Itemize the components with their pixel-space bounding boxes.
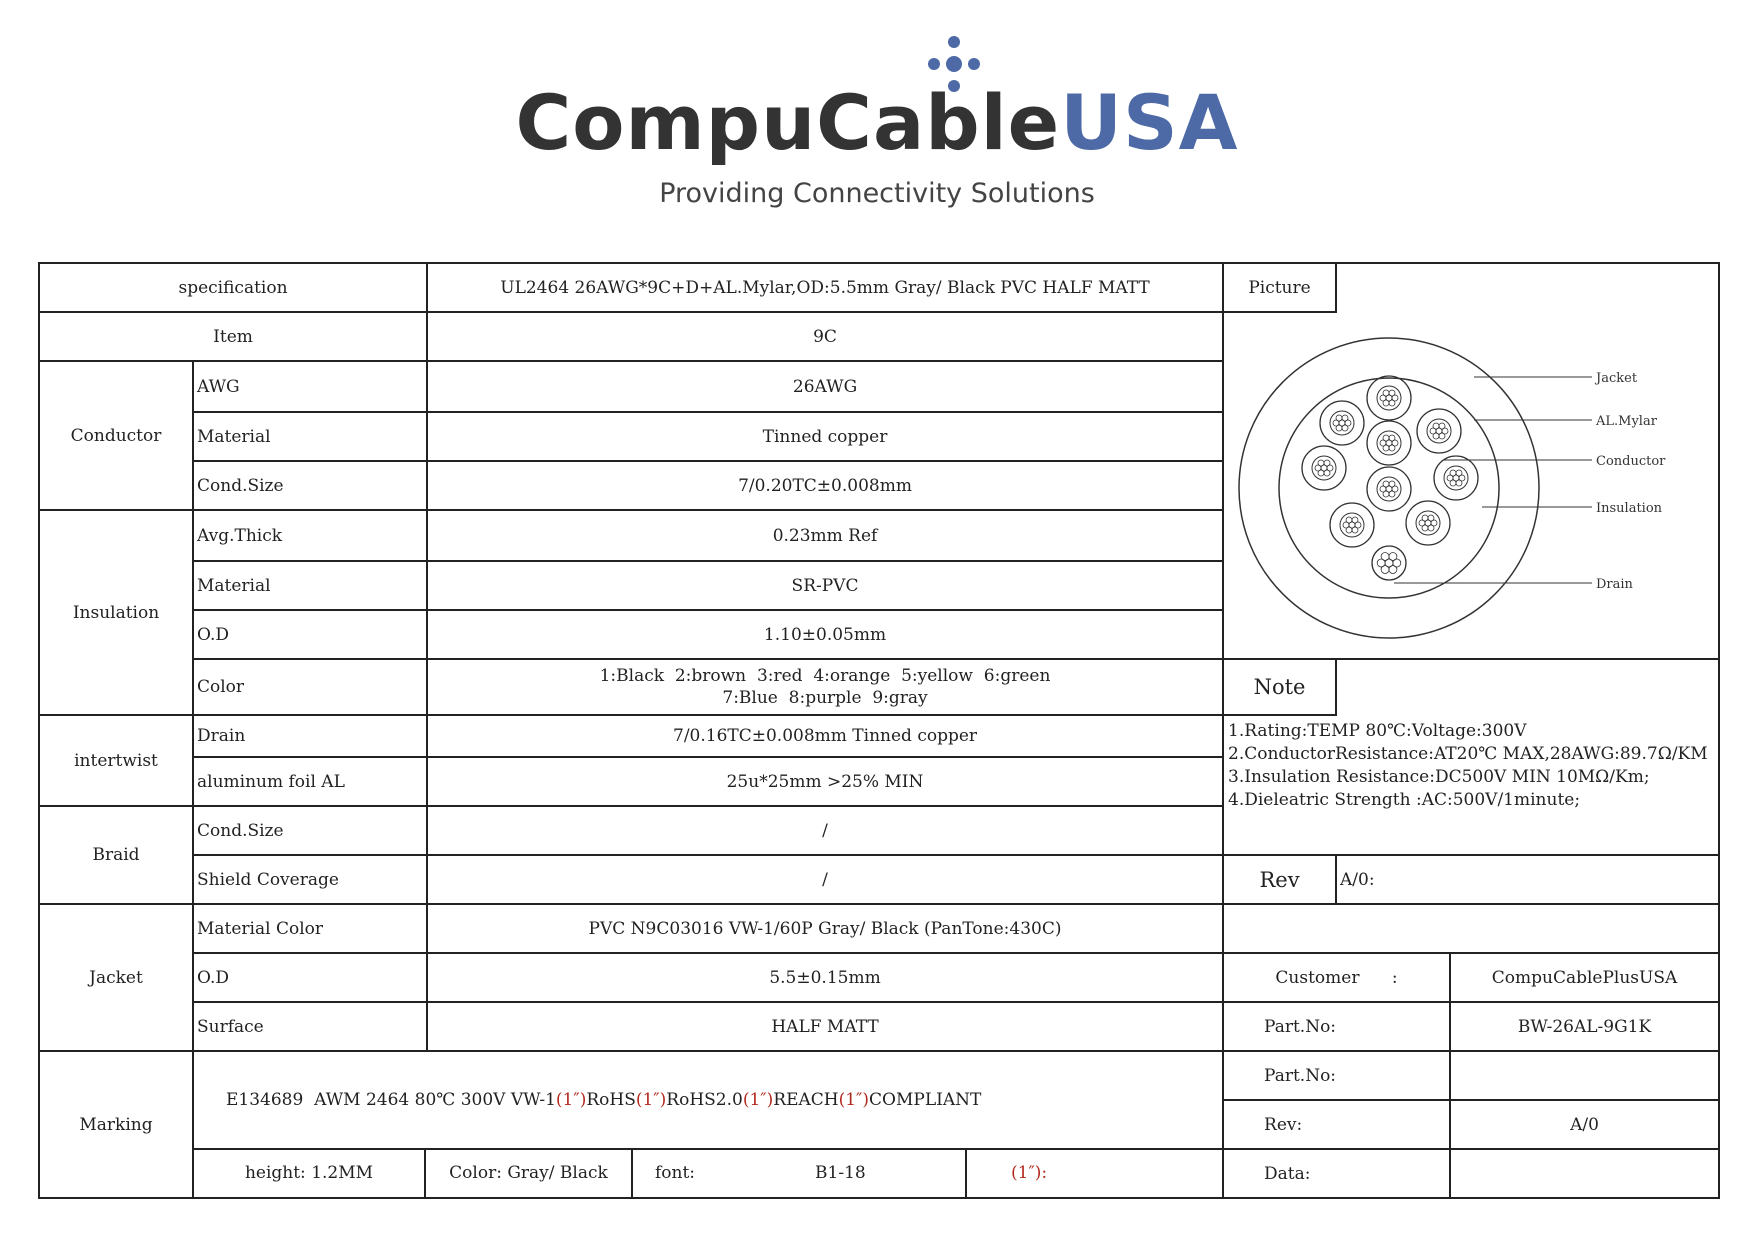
strand — [1389, 390, 1395, 396]
strand — [1383, 390, 1389, 396]
marking-segment: RoHS2.0 — [666, 1090, 743, 1110]
drain-value: 7/0.16TC±0.008mm Tinned copper — [427, 715, 1223, 757]
insulation-od-label: O.D — [193, 610, 427, 659]
conductor-material-label: Material — [193, 412, 427, 461]
insulated-core — [1417, 409, 1461, 453]
conductor-strands — [1330, 411, 1354, 435]
marking-font-label: font: — [655, 1163, 696, 1183]
drain-label: Drain — [193, 715, 427, 757]
strand — [1389, 566, 1397, 574]
strand — [1383, 400, 1389, 406]
strand — [1389, 481, 1395, 487]
customer-label: Customer : — [1223, 953, 1450, 1002]
conductor-size-value: 7/0.20TC±0.008mm — [427, 461, 1223, 510]
conductor-material-value: Tinned copper — [427, 412, 1223, 461]
strand — [1383, 445, 1389, 451]
insulation-label: Insulation — [39, 510, 193, 715]
item-label: Item — [39, 312, 427, 361]
logo-tagline: Providing Connectivity Solutions — [659, 178, 1095, 209]
marking-segment: COMPLIANT — [869, 1090, 982, 1110]
strand — [1450, 480, 1456, 486]
jacket-material-label: Material Color — [193, 904, 427, 953]
marking-color: Color: Gray/ Black — [426, 1150, 633, 1197]
strand — [1346, 517, 1352, 523]
jacket-od-value: 5.5±0.15mm — [427, 953, 1223, 1002]
insulation-color-value — [427, 659, 1223, 715]
jacket-circle — [1239, 338, 1539, 638]
braid-label: Braid — [39, 806, 193, 904]
braid-size-value: / — [427, 806, 1223, 855]
jacket-surface-label: Surface — [193, 1002, 427, 1051]
strand — [1428, 515, 1434, 521]
strand — [1381, 566, 1389, 574]
picture-header-blank — [1336, 263, 1719, 312]
insulated-core — [1367, 467, 1411, 511]
insulated-core — [1330, 503, 1374, 547]
label-drain: Drain — [1596, 577, 1633, 592]
insulated-core — [1406, 501, 1450, 545]
strand — [1422, 525, 1428, 531]
strand — [1342, 415, 1348, 421]
strand — [1352, 527, 1358, 533]
strand — [1324, 460, 1330, 466]
jacket-surface-value: HALF MATT — [427, 1002, 1223, 1051]
cable-diagram-cell — [1223, 312, 1719, 659]
marking-spacing-mark: (1″) — [742, 1090, 774, 1110]
foil-label: aluminum foil AL — [193, 757, 427, 806]
color-line-2: 7:Blue 8:purple 9:gray — [722, 688, 928, 708]
insulated-core — [1367, 376, 1411, 420]
note-label: Note — [1223, 659, 1336, 715]
strand — [1422, 515, 1428, 521]
marking-segment: REACH — [773, 1090, 839, 1110]
strand — [1342, 425, 1348, 431]
rev2-label: Rev: — [1223, 1100, 1450, 1149]
strand — [1389, 491, 1395, 497]
marking-segment: RoHS — [586, 1090, 636, 1110]
data-value — [1450, 1149, 1719, 1198]
cable-cross-section-diagram — [1224, 313, 1714, 658]
strand — [1439, 433, 1445, 439]
conductor-label: Conductor — [39, 361, 193, 510]
intertwist-label: intertwist — [39, 715, 193, 806]
rev-label: Rev — [1223, 855, 1336, 904]
partno-label: Part.No: — [1223, 1002, 1450, 1051]
braid-coverage-value: / — [427, 855, 1223, 904]
notes-block — [1223, 715, 1719, 855]
conductor-awg-value: 26AWG — [427, 361, 1223, 412]
strand — [1389, 435, 1395, 441]
marking-segment: E134689 AWM 2464 80℃ 300V VW-1 — [226, 1090, 556, 1110]
strand — [1389, 553, 1397, 561]
strand — [1324, 470, 1330, 476]
insulation-material-label: Material — [193, 561, 427, 610]
insulation-thick-value: 0.23mm Ref — [427, 510, 1223, 561]
conductor-strands — [1312, 456, 1336, 480]
spec-label: specification — [39, 263, 427, 312]
label-insulation: Insulation — [1596, 501, 1663, 516]
company-logo — [0, 0, 1754, 240]
foil-value: 25u*25mm >25% MIN — [427, 757, 1223, 806]
jacket-od-label: O.D — [193, 953, 427, 1002]
marking-spacing-mark: (1″) — [838, 1090, 870, 1110]
conductor-strands — [1377, 477, 1401, 501]
marking-label: Marking — [39, 1051, 193, 1198]
insulated-core — [1302, 446, 1346, 490]
picture-label: Picture — [1223, 263, 1336, 312]
customer-value: CompuCablePlusUSA — [1450, 953, 1719, 1002]
insulated-core — [1367, 421, 1411, 465]
conductor-strands — [1427, 419, 1451, 443]
marking-height: height: 1.2MM — [194, 1150, 426, 1197]
strand — [1383, 491, 1389, 497]
conductor-strands — [1377, 386, 1401, 410]
strand — [1336, 425, 1342, 431]
color-line-1: 1:Black 2:brown 3:red 4:orange 5:yellow 6:green — [599, 666, 1051, 686]
label-conductor: Conductor — [1596, 454, 1666, 469]
label-jacket: Jacket — [1596, 371, 1638, 386]
braid-size-label: Cond.Size — [193, 806, 427, 855]
conductor-strands — [1416, 511, 1440, 535]
partno2-value — [1450, 1051, 1719, 1100]
strand — [1389, 445, 1395, 451]
jacket-material-value: PVC N9C03016 VW-1/60P Gray/ Black (PanTone:430C) — [427, 904, 1223, 953]
note-line-1: 1.Rating:TEMP 80℃:Voltage:300V — [1228, 721, 1527, 741]
rev-value: A/0: — [1336, 855, 1719, 904]
logo-usa-text: USA — [1060, 78, 1239, 167]
strand — [1318, 470, 1324, 476]
spec-value: UL2464 26AWG*9C+D+AL.Mylar,OD:5.5mm Gray/ Black PVC HALF MATT — [427, 263, 1223, 312]
note-line-3: 3.Insulation Resistance:DC500V MIN 10MΩ/Km; — [1228, 767, 1650, 787]
marking-details — [193, 1149, 1223, 1198]
logo-wordmark — [0, 78, 1754, 167]
marking-spacing-mark: (1″) — [555, 1090, 587, 1110]
strand — [1352, 517, 1358, 523]
conductor-awg-label: AWG — [193, 361, 427, 412]
marking-spacing-mark: (1″) — [635, 1090, 667, 1110]
strand — [1383, 435, 1389, 441]
spec-sheet-table — [38, 262, 1720, 1199]
strand — [1439, 423, 1445, 429]
marking-font-value: B1-18 — [815, 1163, 866, 1183]
jacket-label: Jacket — [39, 904, 193, 1051]
strand — [1383, 481, 1389, 487]
conductor-strands — [1444, 466, 1468, 490]
strand — [1433, 433, 1439, 439]
data-label: Data: — [1223, 1149, 1450, 1198]
note-header-blank — [1336, 659, 1719, 715]
insulation-material-value: SR-PVC — [427, 561, 1223, 610]
insulation-od-value: 1.10±0.05mm — [427, 610, 1223, 659]
conductor-strands — [1377, 431, 1401, 455]
strand — [1428, 525, 1434, 531]
strand — [1456, 470, 1462, 476]
conductor-size-label: Cond.Size — [193, 461, 427, 510]
braid-coverage-label: Shield Coverage — [193, 855, 427, 904]
insulated-core — [1434, 456, 1478, 500]
marking-font — [633, 1150, 967, 1197]
logo-text: CompuCable — [515, 78, 1061, 167]
item-value: 9C — [427, 312, 1223, 361]
insulation-thick-label: Avg.Thick — [193, 510, 427, 561]
partno-value: BW-26AL-9G1K — [1450, 1002, 1719, 1051]
rev2-value: A/0 — [1450, 1100, 1719, 1149]
note-line-4: 4.Dieleatric Strength :AC:500V/1minute; — [1228, 790, 1581, 810]
strand — [1336, 415, 1342, 421]
strand — [1389, 400, 1395, 406]
conductor-strands — [1340, 513, 1364, 537]
strand — [1456, 480, 1462, 486]
strand — [1318, 460, 1324, 466]
label-mylar: AL.Mylar — [1596, 414, 1657, 429]
mylar-circle — [1279, 378, 1499, 598]
marking-text — [193, 1051, 1223, 1149]
insulation-color-label: Color — [193, 659, 427, 715]
strand — [1433, 423, 1439, 429]
jacket-right-blank — [1223, 904, 1719, 953]
strand — [1450, 470, 1456, 476]
note-line-2: 2.ConductorResistance:AT20℃ MAX,28AWG:89.7Ω/KM — [1228, 744, 1708, 764]
insulated-core — [1320, 401, 1364, 445]
strand — [1381, 553, 1389, 561]
marking-spacing: (1″): — [1011, 1163, 1048, 1183]
strand — [1346, 527, 1352, 533]
partno2-label: Part.No: — [1223, 1051, 1450, 1100]
